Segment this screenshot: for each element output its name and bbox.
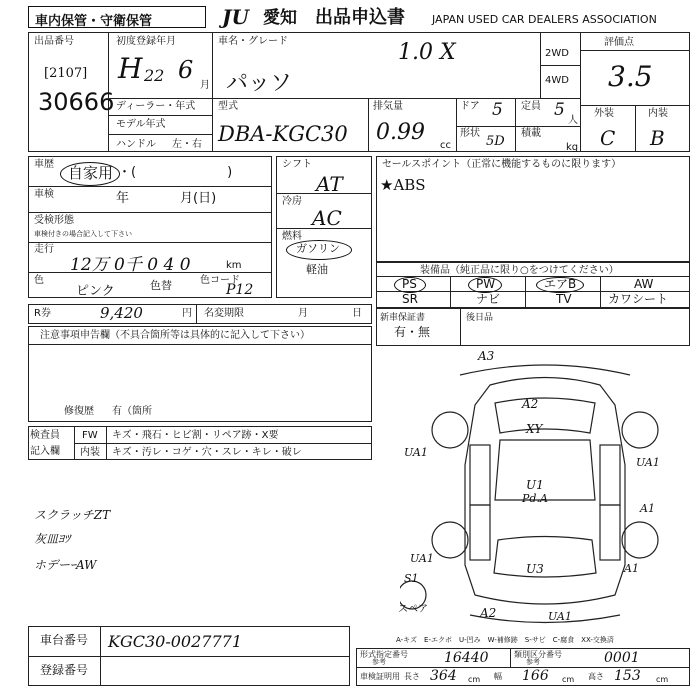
color-value: ピンク <box>76 284 115 299</box>
sales-points-label: セールスポイント（正常に機能するものに限ります） <box>382 159 622 170</box>
chassis-label: 車台番号 <box>40 633 89 647</box>
diag-mark-ua1-bottom: UA1 <box>548 610 572 623</box>
door-left-front <box>470 445 490 505</box>
reg-year: 22 <box>144 66 165 85</box>
int-label: 内装 <box>80 447 100 458</box>
handle-options: 左・右 <box>172 139 202 150</box>
reg-month: 6 <box>178 56 194 84</box>
recycle-fee: 9,420 <box>100 304 143 322</box>
ju-logo <box>222 5 264 29</box>
length-unit: cm <box>468 675 481 684</box>
width-value: 166 <box>522 668 549 684</box>
reg-era: H <box>118 52 143 85</box>
shape-label: 形状 <box>460 128 480 139</box>
category-label: 類別区分番号 <box>514 650 562 659</box>
door-right-front <box>600 445 620 505</box>
usage-value: 自家用 <box>68 164 114 182</box>
name-change-label: 名変期限 <box>204 308 244 319</box>
later-items-label: 後日品 <box>466 313 494 323</box>
equipment-label: 装備品（純正品に限り○をつけてください） <box>420 265 619 276</box>
doors-value: 5 <box>492 100 503 120</box>
region-name: 愛知 <box>263 8 297 28</box>
dealer-label: ディーラー・年式 <box>116 101 196 112</box>
receipt-note: 車検付きの場合記入して下さい <box>34 230 132 238</box>
model-id-label: 形式指定番号 <box>360 650 408 659</box>
ac-label: 冷房 <box>282 196 302 207</box>
interior-label: 内装 <box>648 108 668 119</box>
receipt-label: 受検形態 <box>34 215 74 226</box>
model-code-label: 型式 <box>218 101 238 112</box>
equip-aw: AW <box>634 277 654 291</box>
car-roof <box>495 440 595 500</box>
tire-front-right <box>622 412 658 448</box>
car-windshield <box>495 398 595 433</box>
color-code-label: 色コード <box>200 275 240 286</box>
length-value: 364 <box>430 668 457 684</box>
new-cert-label: 新車保証書 <box>380 313 426 323</box>
equip-tv: TV <box>556 292 572 306</box>
int-items: キズ・汚レ・コゲ・穴・スレ・キレ・破レ <box>112 447 302 458</box>
tire-front-left <box>432 412 468 448</box>
tire-rear-right <box>622 522 658 558</box>
exterior-grade: C <box>600 126 616 150</box>
inspection-month: 月(日) <box>180 191 217 206</box>
diag-mark-s1: S1 <box>404 572 419 585</box>
shift-label: シフト <box>282 159 312 170</box>
color-label: 色 <box>34 275 44 286</box>
load-unit: kg <box>566 142 579 153</box>
diag-mark-ua1-left: UA1 <box>404 446 428 459</box>
lot-number: 30666 <box>38 88 115 116</box>
drive-4wd: 4WD <box>545 75 569 86</box>
mileage-label: 走行 <box>34 244 54 255</box>
height-unit: cm <box>656 675 669 684</box>
model-code: DBA-KGC30 <box>218 122 348 146</box>
capacity-value: 5 <box>554 100 565 120</box>
lot-label: 出品番号 <box>34 36 74 47</box>
equip-navi: ナビ <box>476 292 501 306</box>
chassis-number: KGC30-0027771 <box>108 632 242 651</box>
fuel-diesel: 軽油 <box>306 263 328 276</box>
score-label: 評価点 <box>604 37 634 48</box>
diag-mark-a1-right: A1 <box>640 502 655 515</box>
category-sub: 参考 <box>526 658 540 666</box>
diag-mark-xy: XY <box>526 422 543 436</box>
sheet-title: 出品申込書 <box>315 7 405 28</box>
inspection-label: 車検 <box>34 189 54 200</box>
diag-mark-ua1-right: UA1 <box>636 456 660 469</box>
equip-leather-seat: カワシート <box>608 292 669 306</box>
inspection-year: 年 <box>116 191 130 206</box>
storage-badge <box>28 6 206 28</box>
equip-sr: SR <box>402 292 418 306</box>
equip-airbag: エアB <box>544 277 577 291</box>
fw-label: FW <box>82 430 98 441</box>
doors-label: ドア <box>460 101 480 112</box>
usage-label: 車歴 <box>34 159 54 170</box>
sales-points-value: ★ABS <box>380 176 426 194</box>
category-value: 0001 <box>604 650 640 666</box>
mileage-unit: km <box>226 260 242 271</box>
diag-mark-a2-top: A2 <box>522 397 539 411</box>
handle-label: ハンドル <box>116 139 156 150</box>
color-change-label: 色替 <box>150 279 172 292</box>
association-name: JAPAN USED CAR DEALERS ASSOCIATION <box>432 13 657 26</box>
score-value: 3.5 <box>608 60 653 93</box>
note-line-2: 灰皿ﾖﾂ <box>34 532 71 546</box>
recycle-fee-unit: 円 <box>182 308 192 319</box>
width-label: 幅 <box>494 672 502 681</box>
door-left-rear <box>470 505 490 560</box>
car-rear-window <box>494 537 596 578</box>
vehicle-grade: 1.0 X <box>398 40 456 65</box>
fuel-label: 燃料 <box>282 231 302 242</box>
usage-rest: ・( ) <box>118 165 233 180</box>
recycle-fee-label: R券 <box>34 308 51 319</box>
shape-value: 5D <box>486 134 505 149</box>
door-right-rear <box>600 505 620 560</box>
model-year-label: モデル年式 <box>116 119 166 130</box>
height-label: 高さ <box>588 672 604 681</box>
interior-grade: B <box>650 126 665 150</box>
entry-label: 記入欄 <box>30 446 60 457</box>
diag-mark-a2-bottom: A2 <box>480 606 497 620</box>
equip-pw-circle <box>468 277 502 293</box>
width-unit: cm <box>562 675 575 684</box>
model-id-value: 16440 <box>444 650 489 666</box>
note-line-3: ホデーｰAW <box>34 558 97 572</box>
displacement-label: 排気量 <box>373 101 403 112</box>
notes-label: 注意事項申告欄（不具合箇所等は具体的に記入して下さい） <box>40 330 310 341</box>
height-value: 153 <box>614 668 641 684</box>
drive-2wd: 2WD <box>545 48 569 59</box>
name-change-month: 月 <box>298 308 308 319</box>
diag-mark-a3: A3 <box>478 349 495 363</box>
reg-month-unit: 月 <box>200 80 210 91</box>
fw-items: キズ・飛石・ヒビ割・リペア跡・X要 <box>112 430 279 441</box>
equip-ps-circle <box>394 277 426 293</box>
tire-rear-left <box>432 522 468 558</box>
model-id-sub: 参考 <box>372 658 386 666</box>
mileage-value: 12万 0千 0 4 0 <box>70 255 191 275</box>
equip-ps: PS <box>402 277 417 291</box>
dims-label: 車検証明用 <box>360 672 400 681</box>
shift-value: AT <box>316 172 343 196</box>
damage-legend: A-キズ E-エクボ U-凹み W-補修跡 S-サビ C-腐食 XX-交換済 <box>396 636 614 644</box>
capacity-unit: 人 <box>568 115 578 126</box>
ac-value: AC <box>312 206 342 230</box>
diag-mark-ua1-left-rear: UA1 <box>410 552 434 565</box>
fuel-gasoline: ガソリン <box>296 242 340 255</box>
vehicle-name-label: 車名・グレード <box>218 36 288 47</box>
car-body-outline <box>465 378 625 605</box>
inspector-label: 検査員 <box>30 430 60 441</box>
registration-number-label: 登録番号 <box>40 663 89 677</box>
ju-logo-text: JU <box>222 5 249 29</box>
spare-label: スペア <box>398 604 428 615</box>
repair-value: 有（箇所 <box>112 406 152 417</box>
equip-airbag-circle <box>536 277 584 293</box>
vehicle-name: パッソ <box>226 71 293 96</box>
load-label: 積載 <box>521 128 541 139</box>
diag-mark-u1: U1 <box>526 478 544 492</box>
new-cert-options: 有・無 <box>394 325 431 339</box>
name-change-day: 日 <box>352 308 362 319</box>
length-label: 長さ <box>404 672 420 681</box>
color-code: P12 <box>226 282 254 298</box>
note-line-1: スクラッチZT <box>34 508 111 522</box>
diag-mark-a1-rear-right: A1 <box>624 562 639 575</box>
first-reg-label: 初度登録年月 <box>116 36 176 47</box>
diag-mark-u3: U3 <box>526 562 544 576</box>
lot-code: [2107] <box>44 66 88 81</box>
repair-label: 修復歴 <box>64 406 94 417</box>
displacement-unit: cc <box>440 140 451 151</box>
equip-pw: PW <box>476 277 496 291</box>
storage-badge-text: 車内保管・守衛保管 <box>35 14 153 29</box>
exterior-label: 外装 <box>594 108 614 119</box>
diag-mark-pda: Pd.A <box>522 492 548 505</box>
capacity-label: 定員 <box>521 101 541 112</box>
displacement-value: 0.99 <box>376 120 425 145</box>
